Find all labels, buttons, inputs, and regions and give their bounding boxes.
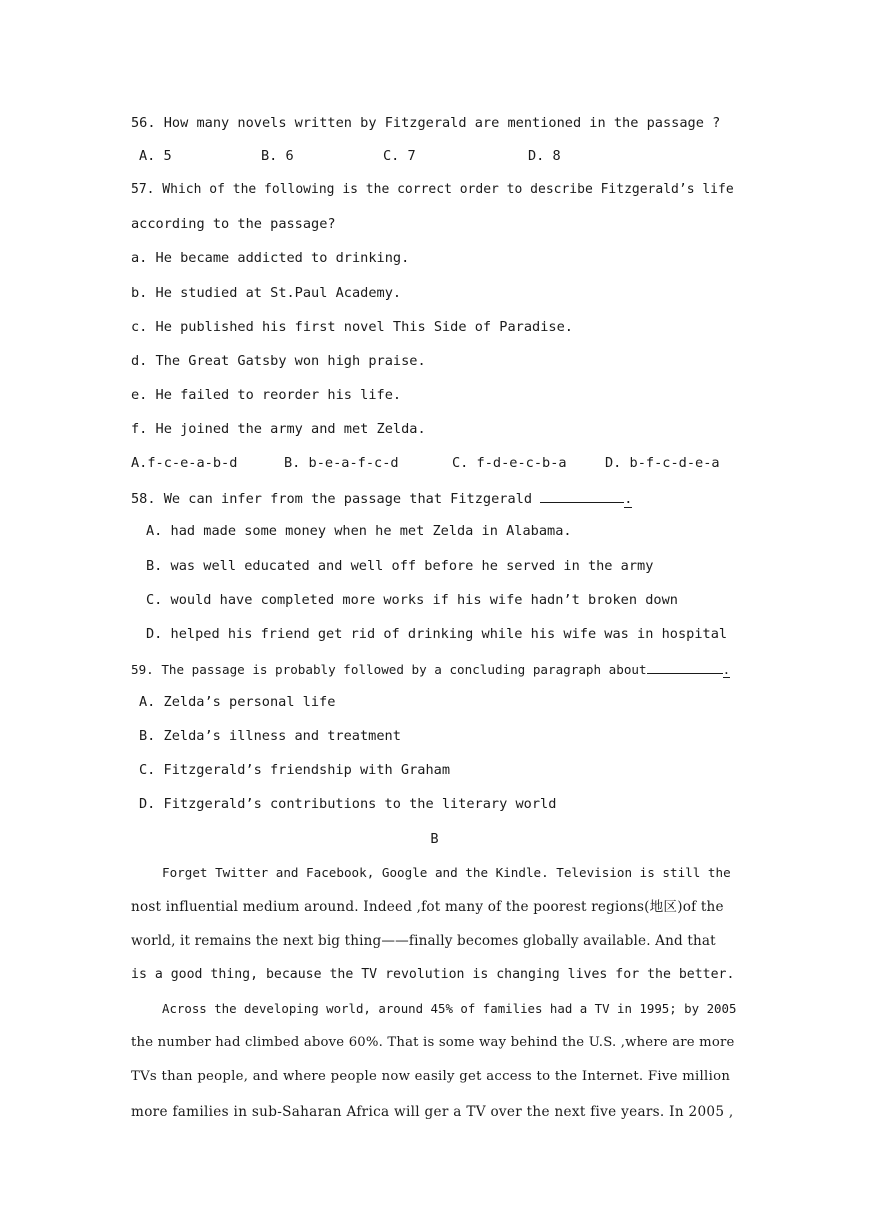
q59-option-b: B. Zelda’s illness and treatment [139, 728, 401, 744]
p2-line2: the number had climbed above 60%. That is some way behind the U.S. ,where are more [131, 1035, 735, 1050]
q59-answer-blank[interactable] [647, 659, 723, 674]
q59-option-c: C. Fitzgerald’s friendship with Graham [139, 762, 450, 778]
q58-stem [131, 488, 632, 508]
q56-option-c: C. 7 [383, 148, 416, 164]
section-b-heading: B [430, 831, 439, 847]
q56-option-a: A. 5 [139, 148, 172, 164]
q58-stem-end: . [624, 491, 633, 507]
q57-option-c: C. f-d-e-c-b-a [452, 455, 567, 471]
q57-item-a: a. He became addicted to drinking. [131, 250, 410, 266]
p2-line4: more families in sub-Saharan Africa will ger a TV over the next five years. In 2005 , [131, 1104, 734, 1120]
q56-option-b: B. 6 [261, 148, 294, 164]
q57-stem-line2: according to the passage? [131, 216, 336, 232]
p1-line4: is a good thing, because the TV revolution is changing lives for the better. [131, 967, 735, 982]
q56-stem: 56. How many novels written by Fitzgerald are mentioned in the passage ? [131, 115, 721, 131]
q57-item-c: c. He published his first novel This Side of Paradise. [131, 319, 573, 335]
p2-line1: Across the developing world, around 45% of families had a TV in 1995; by 2005 [162, 1001, 737, 1016]
q57-option-b: B. b-e-a-f-c-d [284, 455, 399, 471]
q59-stem [131, 659, 730, 679]
p2-line3: TVs than people, and where people now easily get access to the Internet. Five million [131, 1069, 731, 1084]
p1-line3: world, it remains the next big thing——finally becomes globally available. And that [131, 933, 716, 949]
p1-line2: nost influential medium around. Indeed ,fot many of the poorest regions(地区)of the [131, 899, 724, 915]
q57-stem-line1: 57. Which of the following is the correct order to describe Fitzgerald’s life [131, 182, 734, 197]
q57-item-e: e. He failed to reorder his life. [131, 387, 402, 403]
q56-option-d: D. 8 [528, 148, 561, 164]
q57-item-f: f. He joined the army and met Zelda. [131, 421, 426, 437]
q59-option-d: D. Fitzgerald’s contributions to the literary world [139, 796, 557, 812]
p1-line1: Forget Twitter and Facebook, Google and the Kindle. Television is still the [162, 865, 731, 880]
q58-answer-blank[interactable] [540, 488, 624, 503]
q58-option-d: D. helped his friend get rid of drinking while his wife was in hospital [146, 626, 728, 642]
q59-stem-text: 59. The passage is probably followed by a concluding paragraph about [131, 662, 647, 677]
q58-stem-text: 58. We can infer from the passage that Fitzgerald [131, 491, 533, 507]
q58-option-a: A. had made some money when he met Zelda in Alabama. [146, 523, 572, 539]
q57-item-d: d. The Great Gatsby won high praise. [131, 353, 426, 369]
q57-option-a: A.f-c-e-a-b-d [131, 455, 238, 471]
q59-option-a: A. Zelda’s personal life [139, 694, 336, 710]
q57-option-d: D. b-f-c-d-e-a [605, 455, 720, 471]
q58-option-c: C. would have completed more works if his wife hadn’t broken down [146, 592, 678, 608]
q59-stem-end: . [722, 662, 731, 677]
q58-option-b: B. was well educated and well off before he served in the army [146, 558, 654, 574]
q57-item-b: b. He studied at St.Paul Academy. [131, 285, 402, 301]
